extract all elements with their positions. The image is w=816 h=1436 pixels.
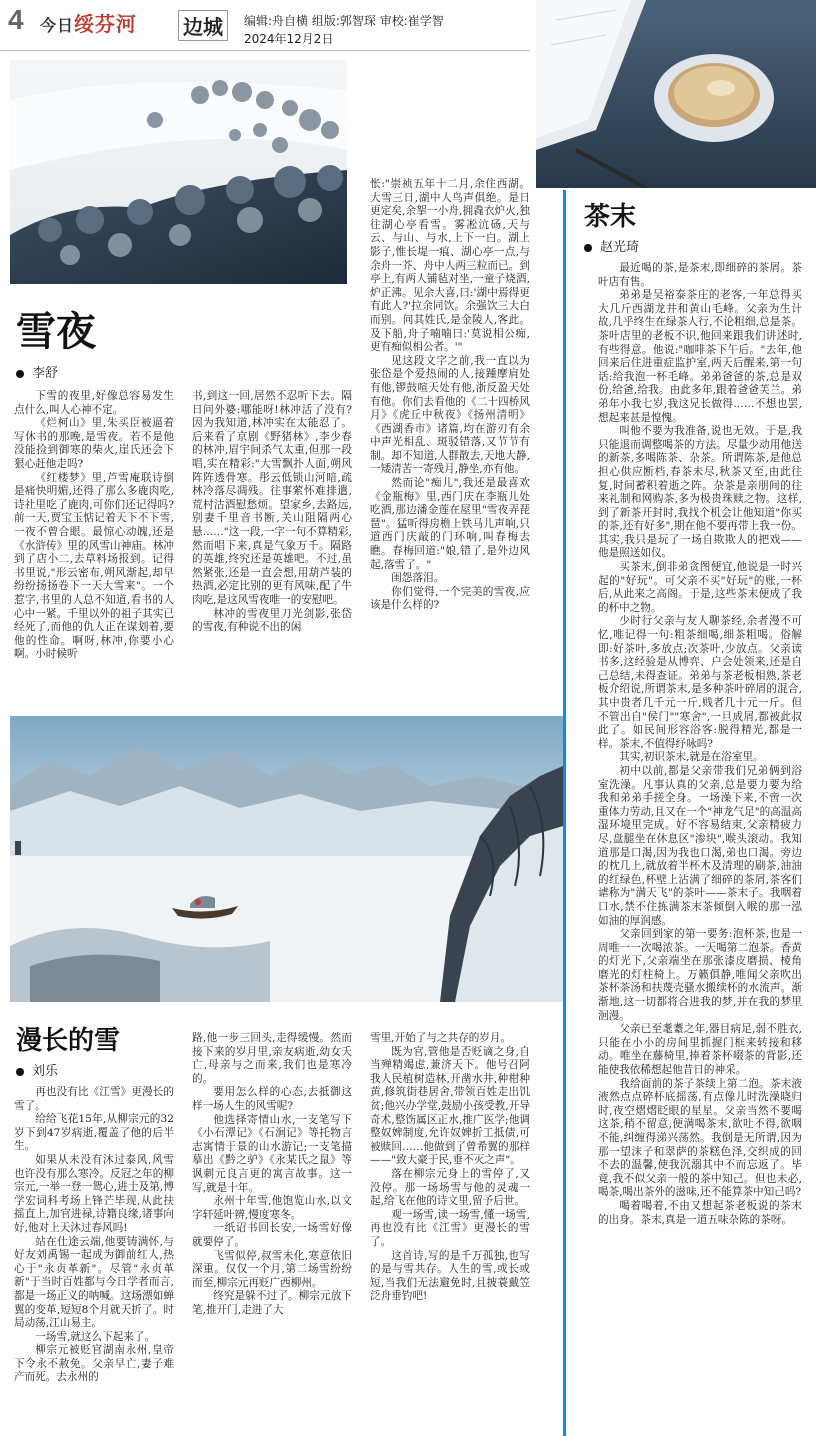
paragraph: 初中以前,都是父亲带我们兄弟俩到浴室洗澡。凡事认真的父亲,总是要力要为给我和弟弟手搓全身。一场澡下来,不啻一次重体力劳动,且又在一个"神龙气足"的高温高湿环境里完成。好不容易结束,父亲精疲力尽,盘腿坐在休息区"渗块",喉头滚动。我知道那是口渴,因为我也口渴,弟也口渴。旁边的枕几上,就放着半杯木及清理的刷茶,油油的红绿色,杯壁上沾满了细碎的茶屑,茶客们谑称为"满天飞"的茶叶——茶末子。我咽着口水,禁不住拣满茶末茶倾倒入喉的那一泓如油的厚润感。 [598, 764, 802, 927]
paragraph: 既为官,管他是否贬谪之身,自当殚精竭虑,兼济天下。他号召阿我人民植树造林,开凿水井,种柑种黄,修筑街巷居舍,带领百姓走出饥贫;他兴办学堂,鼓励小孩受教,开导奇术,整饬属区正水,推广医学;他调整奴婢制度,允许奴婢折工抵债,可被赎回……他做到了曾希翼的那样——"致大豪于民,垂不灭之声"。 [370, 1045, 530, 1167]
paragraph: 《烂柯山》里,朱买臣被逼着写休书的那晚,是雪夜。若不是他没能捡到御寒的柴火,崖氏还会下狠心赶他走吗? [14, 417, 174, 470]
article1-column-3 [370, 178, 530, 696]
editor-credits: 编辑:舟自横 组版:郭智琛 审校:崔学智 [244, 14, 444, 28]
paragraph: 落在柳宗元身上的雪停了,又没停。那一场场雪与他的灵魂一起,给飞在他的诗文里,留予后世。 [370, 1167, 530, 1208]
paragraph: 柳宗元被贬官湖南永州,皇帝下令永不赦免。父亲早亡,妻子难产而死。去永州的 [14, 1344, 174, 1384]
paragraph: 给给飞花15年,从柳宗元的32岁下到47岁病逝,覆盖了他的后半生。 [14, 1113, 174, 1153]
author-name: 刘乐 [32, 1064, 59, 1079]
newspaper-logo [40, 8, 137, 37]
paragraph: 最近喝的茶,是茶末,即细碎的茶屑。茶叶店有售。 [598, 262, 802, 288]
author-name: 赵光琦 [600, 240, 640, 255]
logo-prefix: 今日 [40, 16, 75, 35]
logo-name: 绥芬河 [74, 12, 138, 36]
paragraph: 你们觉得,一个完美的雪夜,应该是什么样的? [370, 585, 530, 612]
article-title-chamo: 茶末 [584, 202, 637, 232]
byline-lishu [16, 362, 58, 381]
paragraph: 路,他一步三回头,走得缓慢。然而接下来的岁月里,亲友病逝,幼女夭亡,母亲与之而来,我们也是寒冷的。 [192, 1032, 352, 1085]
column-divider [563, 190, 566, 1436]
paragraph: 《红楼梦》里,芦雪庵联诗倒是痛快明媚,还得了那么多鹿肉吃,诗社里吃了鹿肉,可你们还记得吗?前一天,贾宝玉惦记着天下不下雪,一夜不曾合眼。最惊心动魄,还是《水浒传》里的风雪山神庙。林冲到了店小二,去草料场报到。记得书里说,"形云密布,朔风渐起,却早纷纷扬扬卷下一天大雪来"。一个惹字,书里的人总不知道,看书的人心中一紧。千里以外的祖子其实已经死了,而他的仇人正在谋划着,要他的性命。啊呀,林冲,你要小心啊。小时候听 [14, 471, 174, 661]
paragraph: 终究是躲不过了。柳宗元放下笔,推开门,走进了大 [192, 1290, 352, 1316]
paragraph: 弟弟是吴裕泰茶庄的老客,一年总得买大几斤西湖龙井和黄山毛峰。父亲为生计故,几乎终生在绿茶人行,不论粗细,总是茶。茶叶店里的老板不识,他回来跟我们讲述时,有些得意。他说:"咖啡茶下午后。"去年,他回来后住进重症监护室,两天后醒来,第一句话:给我泡一杯毛峰。弟弟爸爸的茶,总是双份,给爸,给我。由此多年,跟着爸爸芙兰。弟弟年小我七岁,我这兄长做得……不想也罢,想起来甚是惶愧。 [598, 289, 802, 424]
paragraph: 再也没有比《江雪》更漫长的雪了。 [14, 1086, 174, 1112]
article2-column-1 [14, 1086, 174, 1428]
issue-date: 2024年12月2日 [244, 32, 334, 46]
paragraph: 父亲已至耄耋之年,器目病足,弱不胜衣,只能在小小的房间里抓握门框来转接和移动。唯坐在藤椅里,捧着茶杯啜茶的背影,还能使我依稀想起他昔日的神采。 [598, 1023, 802, 1077]
paragraph: 如果从未没有沐过泰风,风雪也许没有那么寒冷。反冠之年的柳宗元,一举一登一鸳心,进士及第,博学宏词科考场上锋芒毕现,从此扶摇直上,加官进禄,诗籍良缘,诸事向好,他对上天沐过春风吗! [14, 1153, 174, 1234]
paragraph: 一场雪,就这么下起来了。 [35, 1330, 156, 1343]
paragraph: 买茶末,倒非弟贪图便宜,他说是一时兴起的"好玩"。可父亲不买"好玩"的账,一杯后,从此来之高阁。于是,这些茶末便成了我的杯中之物。 [598, 561, 802, 614]
article2-column-3 [370, 1032, 530, 1428]
snow-forest-photo [10, 60, 347, 284]
paragraph: 雪里,开始了与之共存的岁月。 [370, 1032, 512, 1044]
author-name: 李舒 [32, 366, 59, 381]
paragraph: 站在仕途云端,他要铸满怀,与好友刘禹锡一起成为御前红人,热心于"永贞革新"。尽管"永贞革新"于当时百姓都与今日学者而言,都是一场正义的呐喊。这场漂如蝉翼的变革,短短8个月就天折了。时局动荡,江山易主。 [14, 1235, 174, 1330]
paragraph: 喝着喝着,不由又想起茶老板说的茶末的出身。茶末,真是一道五味杂陈的茶呀。 [598, 1199, 802, 1226]
article-title-manchang: 漫长的雪 [16, 1026, 121, 1056]
article-title-xueye: 雪夜 [16, 308, 96, 355]
paragraph: 怅:"崇祯五年十二月,余住西湖。大雪三日,湖中人鸟声俱绝。是日更定矣,余挐一小舟,拥毳衣炉火,独往湖心亭看雪。雾凇沆砀,天与云、与山、与水,上下一白。湖上影子,惟长堤一痕、湖心亭一点,与余舟一芥、舟中人两三粒而已。到亭上,有两人铺毡对坐,一童子烧酒,炉正沸。见余大喜,曰:'湖中焉得更有此人?'拉余同饮。余强饮三大白而别。问其姓氏,是金陵人,客此。及下船,舟子喃喃曰:'莫说相公痴,更有痴似相公者。'" [370, 178, 530, 354]
article2-column-2 [192, 1032, 352, 1428]
paragraph: 叫他不要为我准备,说也无效。于是,我只能退而调整喝茶的方法。尽量少动用他送的新茶,多喝陈茶、杂茶。所谓陈茶,是他总担心供应断档,春茶未尽,秋茶又至,由此往复,时间蓄积着逝之阵。杂茶是亲朋间的往来礼制和网购茶,多为极贵珠赎之物。这样,到了新茶开封时,我找个机会让他知道"你买的茶,还有好多",期在他不要再带上我一份。其实,我只是玩了一场自欺欺人的把戏——他是照送如仪。 [598, 425, 802, 560]
bullet-dot [16, 370, 24, 378]
paragraph: 书,到这一回,居然不忍听下去。隔日问外婆:哪能呀!林冲活了没有?因为我知道,林冲实在太能忍了。后来看了京剧《野猪林》,李少春的林冲,眉宇间杀气太重,但那一段唱,实在精彩:"大雪飘扑人面,朔风阵阵透骨寒。彤云低锁山河暗,疏林冷落尽凋残。往事萦怀难排遣,荒村沽酒慰愁烦。望家乡,去路远,别妻千里音书断,关山阻隔两心悬……"这一段,一字一句不算精彩,然而唱下来,真是气象万千。隔路的英雄,终究还是英雄吧。不过,虽然紧张,还是一直会想,用葫芦装的热酒,必定比别的更有风味,配了牛肉吃,是这风雪夜唯一的安慰吧。 [192, 390, 352, 606]
bullet-dot [584, 244, 592, 252]
bullet-dot [16, 1068, 24, 1076]
paragraph: 然而论"痴儿",我还是最喜欢《金瓶梅》里,西门庆在李瓶儿处吃酒,那边潘金莲在屋里"雪夜弄琵琶"。猛听得房檐上铁马儿声响,只道西门庆敲的门环响,叫春梅去瞧。春梅回道:"娘,错了,是外边风起,落雪了。" [370, 477, 530, 571]
paragraph: 这首诗,写的是千万孤独,也写的是与雪共存。人生的雪,或长或短,当我们无法避免时,且披蓑戴笠泛舟垂钓吧! [370, 1249, 530, 1303]
byline-liule [16, 1060, 58, 1079]
paragraph: 下雪的夜里,好像总容易发生点什么,叫人心神不定。 [14, 390, 174, 416]
paragraph: 观一场雪,读一场雪,懂一场雪,再也没有比《江雪》更漫长的雪了。 [370, 1208, 530, 1248]
paragraph: 林冲的雪夜里刀光剑影,张岱的雪夜,有种说不出的闲 [192, 607, 352, 634]
paragraph: 要用怎么样的心态,去抵御这样一场人生的风雪呢? [192, 1086, 352, 1112]
paragraph: 父亲回到家的第一要务:泡杯茶,也是一周唯一一次喝浓茶。一天喝第二泡茶。香黄的灯光下,父亲端坐在那张漆皮磨损、棱角磨光的灯柱椅上。万籁俱静,唯闻父亲吹出茶杯茶汤和扶蔑壳骚水搬续杯的水流声。渐渐地,这一切都将合进我的梦,并在我的梦里洄漫。 [598, 928, 802, 1022]
paragraph: 其实,初识茶末,就是在浴室里。 [619, 751, 764, 764]
paragraph: 我给面前的茶子茶续上第二泡。茶末液液然点点碎杯底摇荡,有点像儿时洗澡晓归时,夜空熠熠眨眼的星星。父亲当然不要喝这茶,稍不留意,便满喝茶末,欲吐不得,欲咽不能,纠缠得涕兴荡然。我倒是无所谓,因为那一望沫子和翠萨的茶糕色泽,交织成的回不去的温馨,使我沉溺其中不而忘返了。毕竟,我不似父亲一般的茶中知己。但也未必,喝茶,喝出茶外的滋味,还不能算茶中知己吗? [598, 1077, 802, 1199]
paragraph: 他选择寄情山水,一支笔写下《小石潭记》《石涧记》等托物言志寓情于景的山水游记;一支笔描摹出《黔之驴》《永某氏之鼠》等讽刺元良言更的寓言故事。这一写,就是十年。 [192, 1113, 352, 1194]
paragraph: 少时行父亲与友人聊茶经,余者漫不可忆,唯记得一句:粗茶细喝,细茶粗喝。俗解即:好茶叶,多放点;次茶叶,少放点。父亲读书多,这经验是从博弈、户会处领来,还是自己总结,未得查证。弟弟与茶老板相熟,茶老板介绍说,所谓茶末,是多种茶叶碎屑的混合,其中贵者几千元一斤,贱者几十元一斤。但不管出自"侯门""寒舍",一旦成屑,都被此叔此了。如民间形容浴客:脱得精光,都是一样。茶末,不值得纾咏吗? [598, 615, 802, 750]
byline-zhaoguangqi [584, 236, 639, 255]
article1-column-1 [14, 390, 174, 696]
paragraph: 永州十年雪,他饱览山水,以文字轩延叶辨,慢度寒冬。 [192, 1195, 352, 1221]
paragraph: 见这段文字之前,我一直以为张岱是个爱热闹的人,接踵摩肩处有他,锣鼓喧天处有他,浙反盈天处有他。你们去看他的《二十四桥风月》《虎丘中秋夜》《扬州清明》《西湖香市》诸篇,均在游刃有余中声光相乱、斑驳错落,又节节有制。却不知道,人群散去,天地大静,一矮清苦一寄残月,静坐,亦有他。 [370, 354, 530, 476]
masthead-rule [0, 50, 530, 51]
paragraph: 闺怨落泪。 [391, 572, 445, 585]
section-name: 边城 [178, 10, 228, 41]
article1-column-2 [192, 390, 352, 696]
paragraph: 飞雪似停,叔雪未化,寒意依旧深重。仅仅一个月,第二场雪纷纷而至,柳宗元再贬广西柳州。 [192, 1249, 352, 1289]
article3-column [598, 262, 802, 1428]
page-number: 4 [8, 4, 24, 35]
snow-landscape-painting [10, 716, 563, 1002]
paragraph: 一纸诏书回长安,一场雪好像就要停了。 [192, 1222, 352, 1248]
tea-cup-photo [536, 0, 816, 188]
